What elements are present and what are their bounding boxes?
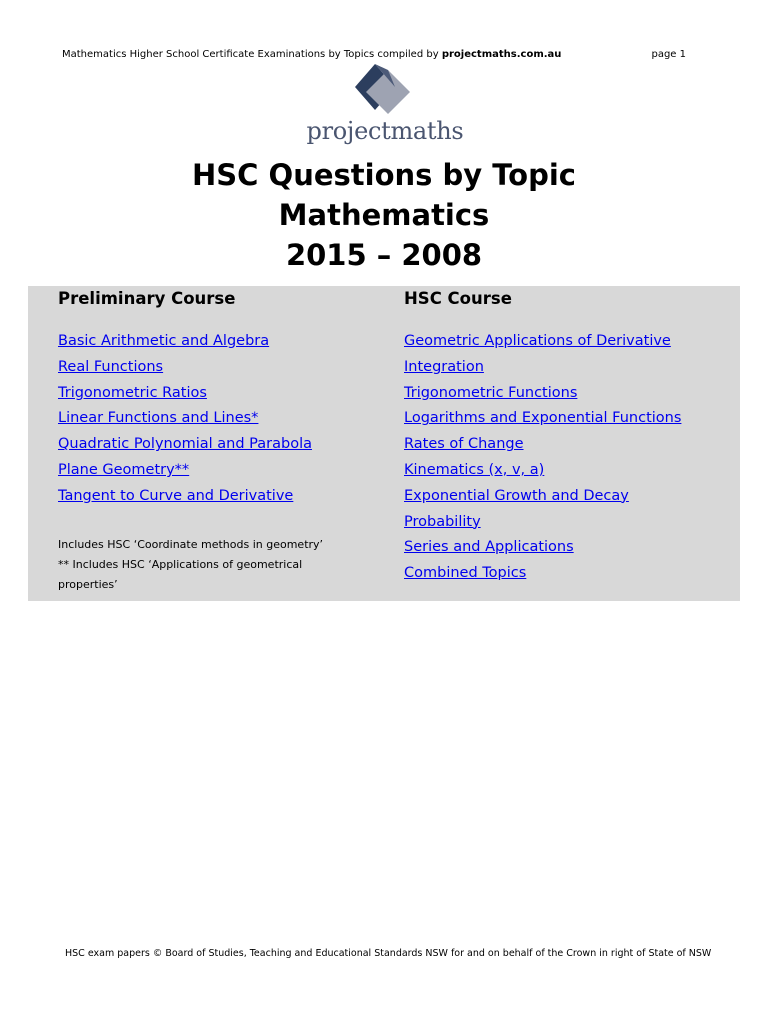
diamond-logo-icon	[354, 62, 416, 118]
list-item	[404, 510, 681, 536]
topic-link-geometric-applications-derivative[interactable]: Geometric Applications of Derivative	[404, 333, 671, 349]
list-item	[58, 432, 312, 458]
title-line-2: Mathematics	[278, 198, 490, 232]
topic-link-quadratic-polynomial-parabola[interactable]: Quadratic Polynomial and Parabola	[58, 436, 312, 453]
topic-link-probability[interactable]: Probability	[404, 513, 481, 530]
preliminary-topic-list	[58, 329, 312, 510]
title-block	[0, 155, 768, 275]
list-item	[58, 406, 312, 432]
header-compiled-text: Mathematics Higher School Certificate Examinations by Topics compiled by	[62, 49, 439, 60]
footnote-coordinate-methods: Includes HSC ‘Coordinate methods in geometry’	[58, 538, 324, 551]
footnotes	[58, 535, 358, 595]
list-item	[404, 406, 681, 432]
topics-panel	[28, 286, 740, 601]
page-footer: HSC exam papers © Board of Studies, Teaching and Educational Standards NSW for and on behalf of the Crown in right of State of NSW	[65, 948, 712, 959]
list-item	[404, 458, 681, 484]
topic-link-tangent-curve-derivative[interactable]: Tangent to Curve and Derivative	[58, 487, 294, 504]
preliminary-course-heading: Preliminary Course	[58, 289, 236, 308]
list-item	[404, 329, 681, 355]
list-item	[58, 355, 312, 381]
topic-link-rates-of-change[interactable]: Rates of Change	[404, 436, 524, 453]
topic-link-plane-geometry[interactable]: Plane Geometry**	[58, 461, 190, 478]
list-item	[58, 484, 312, 510]
title-line-3: 2015 – 2008	[285, 238, 483, 272]
page-number: page 1	[651, 49, 686, 60]
topic-link-basic-arithmetic-algebra[interactable]: Basic Arithmetic and Algebra	[58, 333, 270, 349]
list-item	[404, 535, 681, 561]
hsc-course-heading: HSC Course	[404, 289, 512, 308]
title-line-1: HSC Questions by Topic	[192, 158, 576, 192]
list-item	[404, 381, 681, 407]
hsc-topic-list	[404, 329, 681, 587]
projectmaths-logo	[300, 60, 470, 152]
footnote-geometrical-properties: ** Includes HSC ‘Applications of geometrical properties’	[58, 558, 303, 591]
list-item	[404, 484, 681, 510]
topic-link-integration[interactable]: Integration	[404, 358, 484, 375]
header-site-name: projectmaths.com.au	[441, 49, 562, 60]
list-item	[404, 355, 681, 381]
topic-link-series-applications[interactable]: Series and Applications	[404, 539, 574, 556]
topic-link-kinematics[interactable]: Kinematics (x, v, a)	[404, 461, 545, 478]
topic-link-linear-functions-lines[interactable]: Linear Functions and Lines*	[58, 410, 259, 427]
topic-link-real-functions[interactable]: Real Functions	[58, 358, 164, 375]
topic-link-trigonometric-ratios[interactable]: Trigonometric Ratios	[58, 384, 207, 401]
list-item	[404, 432, 681, 458]
topic-link-logarithms-exponential-functions[interactable]: Logarithms and Exponential Functions	[404, 410, 682, 427]
list-item	[58, 381, 312, 407]
list-item	[58, 329, 312, 355]
list-item	[58, 458, 312, 484]
topic-link-combined-topics[interactable]: Combined Topics	[404, 565, 527, 582]
list-item	[404, 561, 681, 587]
logo-text: projectmaths	[306, 117, 464, 145]
topic-link-trigonometric-functions[interactable]: Trigonometric Functions	[404, 384, 578, 401]
topic-link-exponential-growth-decay[interactable]: Exponential Growth and Decay	[404, 487, 629, 504]
